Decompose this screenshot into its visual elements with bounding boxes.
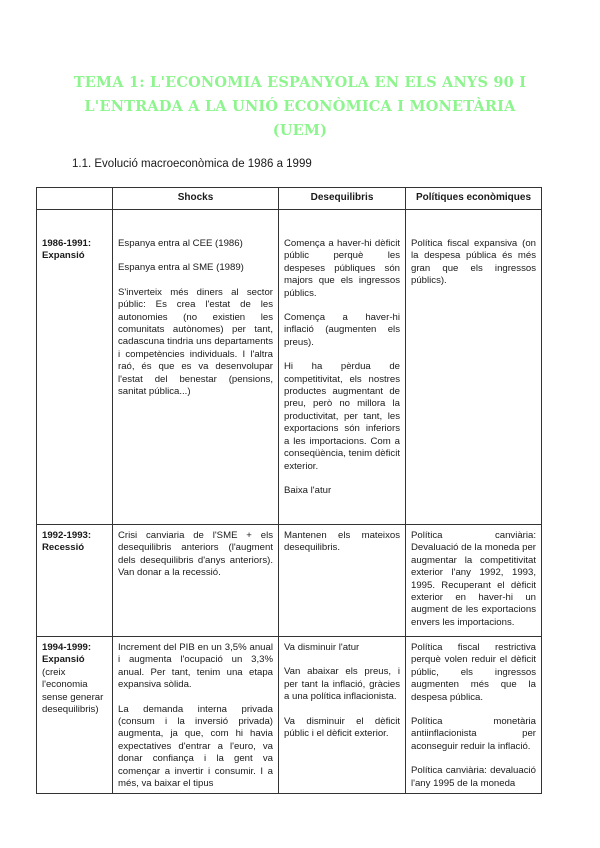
document-title [40,71,560,143]
shock-item: Crisi canviaria de l'SME + els desequilibris anteriors (l'augment dels desequilibris d'anys anteriors). Van donar a la recessió. [118,530,273,579]
shock-item: La demanda interna privada (consum i la inversió privada) augmenta, ja que, com hi havia expectatives d'entrar a l'euro, va donar confiança i la gent va començar a invertir i consumir. I a més, va baixar el tipus [118,703,273,790]
period-cell [37,210,113,525]
section-title: 1.1. Evolució macroeconòmica de 1986 a 1999 [72,158,312,170]
shock-item: Espanya entra al CEE (1986) [118,238,243,249]
policy-item: Política fiscal expansiva (on la despesa pública és més gran que els ingressos públics). [411,238,536,287]
imbalance-item: Hi ha pèrdua de competitivitat, els nostres productes augmentant de preu, però no millora la productivitat, per tant, les exportacions són inferiors a les importacions. Com a conseqüència, tenim dèficit exterior. [284,361,400,472]
title-line: L'ENTRADA A LA UNIÓ ECONÒMICA I MONETÀRIA [84,98,516,115]
policy-item: Política monetària antiinflacionista per aconseguir reduir la inflació. [411,716,536,752]
period-note: (creix l'economia sense generar desequilibris) [42,666,104,716]
period-phase: Recessió [42,542,85,554]
table-row [37,637,542,794]
imbalances-cell [279,637,406,794]
period-cell [37,525,113,637]
shock-item: Espanya entra al SME (1989) [118,262,244,274]
title-line: (UEM) [272,122,328,139]
policies-cell [406,637,542,794]
period-years: 1994-1999: [42,642,92,653]
policies-cell [406,525,542,637]
title-line: TEMA 1: L'ECONOMIA ESPANYOLA EN ELS ANYS 90 I [73,74,527,91]
period-cell [37,637,113,794]
shocks-cell [113,637,279,794]
table-header-row [37,188,542,210]
policy-item: Política canviària: Devaluació de la moneda per augmentar la competitivitat exterior l'any 1992, 1993, 1995. Recuperant el dèficit exterior en haver-hi un augment de les exportacions envers les importacions. [411,530,536,628]
period-phase: Expansió [42,250,85,262]
header-imbalances: Desequilibris [279,188,406,210]
imbalance-item: Comença a haver-hi dèficit públic perquè les despeses públiques són majors que els ingressos públics. [284,238,400,299]
period-years: 1992-1993: [42,530,92,541]
header-period [37,188,113,210]
period-phase: Expansió [42,654,85,666]
shocks-cell [113,525,279,637]
imbalance-item: Mantenen els mateixos desequilibris. [284,530,400,554]
shock-item: S'inverteix més diners al sector públic: Es crea l'estat de les autonomies (no existien les comunitats autònomes) per tant, cadascuna tindria uns departaments i competències individuals. I l'altra raó, és que es va desenvolupar l'estat del benestar (pensions, sanitat pública...) [118,286,273,398]
imbalance-item: Va disminuir l'atur [284,642,360,653]
macroeconomic-table [36,187,542,794]
header-shocks: Shocks [113,188,279,210]
policy-item: Política canviària: devaluació l'any 1995 de la moneda [411,765,536,789]
table-row [37,210,542,525]
imbalance-item: Van abaixar els preus, i per tant la inflació, gràcies a una política inflacionista. [284,666,400,703]
shocks-cell [113,210,279,525]
shock-item: Increment del PIB en un 3,5% anual i augmenta l'ocupació un 3,3% anual. Per tant, tenim una etapa expansiva sòlida. [118,642,273,691]
imbalance-item: Comença a haver-hi inflació (augmenten els preus). [284,312,400,348]
header-policies: Polítiques econòmiques [406,188,542,210]
imbalances-cell [279,525,406,637]
policy-item: Política fiscal restrictiva perquè volen reduir el dèficit públic, els ingressos augmenten més que la despesa pública. [411,642,536,703]
table-row [37,525,542,637]
imbalances-cell [279,210,406,525]
imbalance-item: Va disminuir el dèficit públic i el dèficit exterior. [284,715,400,740]
period-years: 1986-1991: [42,238,92,249]
imbalance-item: Baixa l'atur [284,484,332,496]
policies-cell [406,210,542,525]
